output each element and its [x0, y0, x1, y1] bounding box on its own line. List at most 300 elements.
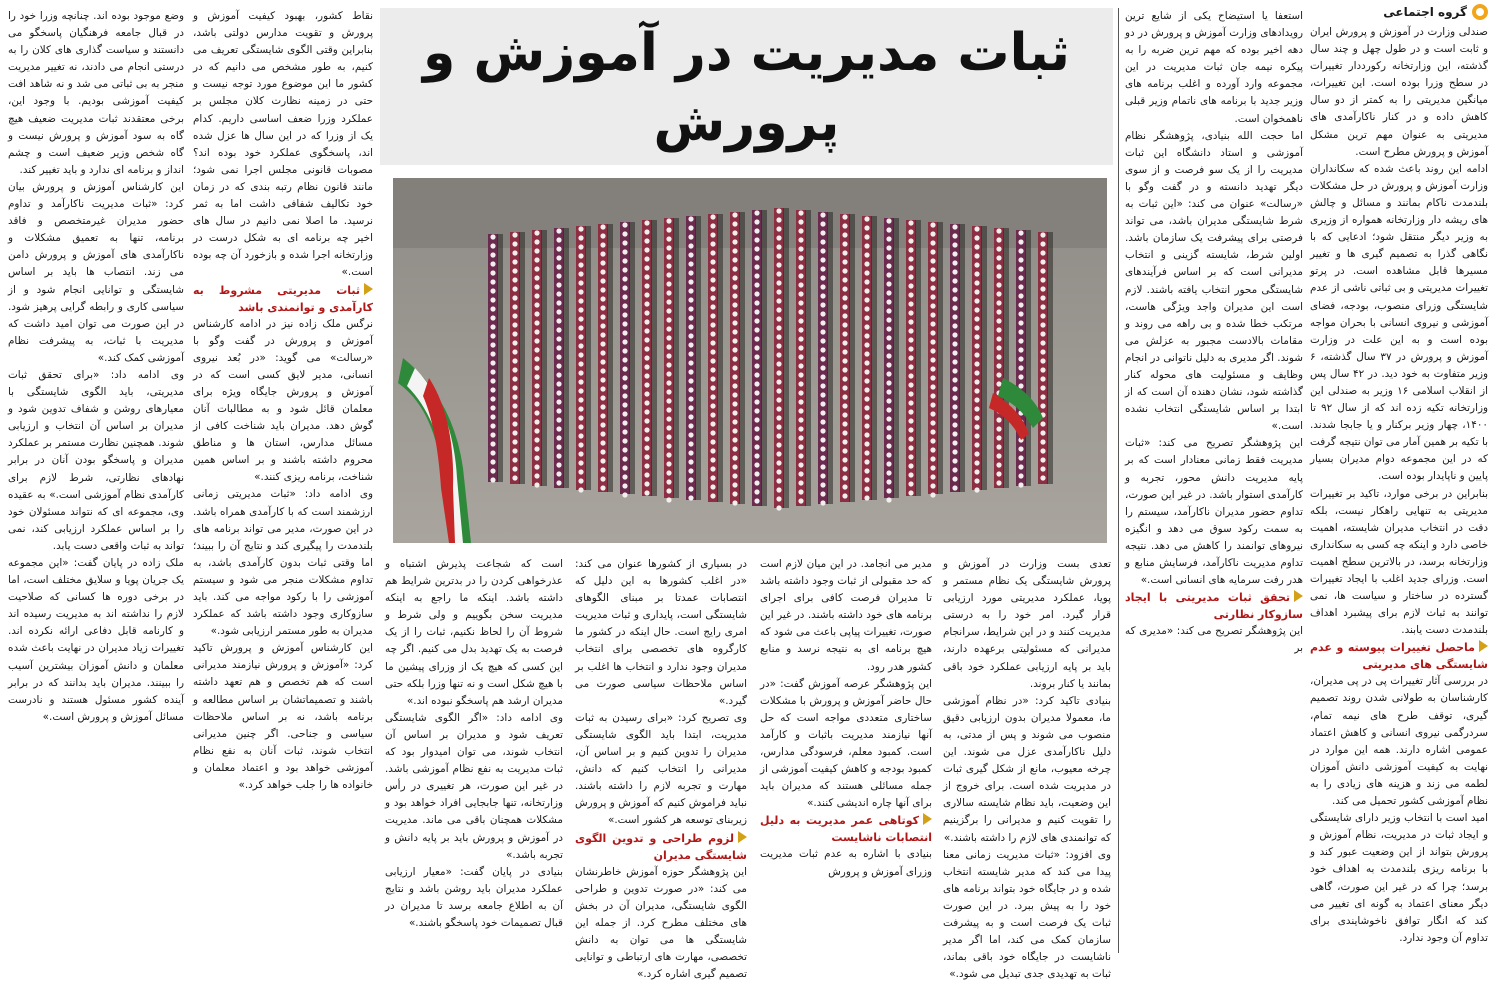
student-head	[732, 248, 737, 253]
student-head	[974, 325, 979, 330]
student-head	[820, 275, 825, 280]
student-head	[644, 373, 649, 378]
student-head	[798, 246, 803, 251]
student-head	[754, 426, 759, 431]
student-head	[930, 447, 935, 452]
student-head	[600, 278, 605, 283]
student-head	[732, 419, 737, 424]
student-head	[732, 311, 737, 316]
student-head	[1040, 277, 1045, 282]
student-row-shadow	[541, 230, 547, 486]
student-head	[820, 311, 825, 316]
student-head	[512, 286, 517, 291]
student-head	[688, 216, 693, 221]
student-head	[644, 436, 649, 441]
student-head	[996, 480, 1001, 485]
student-head	[732, 329, 737, 334]
student-head	[996, 255, 1001, 260]
student-head	[534, 347, 539, 352]
student-head	[754, 435, 759, 440]
student-head	[512, 322, 517, 327]
student-head	[710, 358, 715, 363]
student-head	[886, 272, 891, 277]
student-head	[1040, 295, 1045, 300]
student-head	[490, 459, 495, 464]
student-head	[490, 405, 495, 410]
bullet-triangle-icon	[1479, 640, 1488, 652]
student-head	[974, 334, 979, 339]
student-row-shadow	[1025, 230, 1031, 486]
student-head	[754, 417, 759, 422]
student-head	[754, 390, 759, 395]
student-head	[886, 236, 891, 241]
paragraph: امید است با انتخاب وزیر دارای شایستگی و ایجاد ثبات در مدیریت، نظام آموزش و پرورش بتواند از این وضعیت عبور کند و با برنامه ریزی بلندمدت به اهداف خود برسد؛ چرا که در غیر این صورت، گاهی دیگر معنای اعتماد به گونه ای تغییر می کند که انگار توافق ناخوشایندی برای تداوم آن وجود ندارد.	[1310, 810, 1488, 947]
student-head	[710, 286, 715, 291]
student-head	[556, 264, 561, 269]
student-head	[798, 219, 803, 224]
student-head	[996, 237, 1001, 242]
student-head	[996, 228, 1001, 233]
student-head	[1040, 322, 1045, 327]
student-head	[930, 384, 935, 389]
student-head	[644, 454, 649, 459]
student-head	[1040, 340, 1045, 345]
student-head	[864, 378, 869, 383]
student-head	[622, 276, 627, 281]
student-head	[688, 486, 693, 491]
student-head	[952, 332, 957, 337]
student-head	[622, 447, 627, 452]
student-head	[578, 478, 583, 483]
student-head	[622, 420, 627, 425]
student-head	[1018, 383, 1023, 388]
student-head	[820, 437, 825, 442]
student-head	[578, 352, 583, 357]
student-head	[622, 339, 627, 344]
student-head	[776, 271, 781, 276]
student-head	[886, 407, 891, 412]
student-head	[732, 230, 737, 235]
student-head	[556, 462, 561, 467]
newspaper-logo-icon	[1472, 4, 1488, 20]
student-head	[644, 265, 649, 270]
student-head	[710, 304, 715, 309]
bullet-triangle-icon	[364, 283, 373, 295]
student-head	[578, 379, 583, 384]
student-head	[622, 258, 627, 263]
student-head	[754, 219, 759, 224]
student-head	[512, 250, 517, 255]
student-head	[820, 212, 825, 217]
student-head	[556, 444, 561, 449]
student-head	[952, 422, 957, 427]
student-row-shadow	[651, 220, 657, 496]
student-head	[1040, 241, 1045, 246]
student-head	[556, 471, 561, 476]
student-head	[842, 358, 847, 363]
student-head	[666, 479, 671, 484]
student-head	[996, 309, 1001, 314]
student-head	[1018, 446, 1023, 451]
student-head	[776, 415, 781, 420]
student-head	[534, 365, 539, 370]
student-head	[996, 435, 1001, 440]
headline-box	[380, 8, 1113, 165]
student-head	[688, 387, 693, 392]
paragraph: وی ادامه داد: «ثبات مدیریتی زمانی ارزشمند است که با کارآمدی همراه باشد. در این صورت، مدیر می تواند برنامه های بلندمدت را پیگیری کند و نتایج آن را ببیند؛ اما وقتی ثبات بدون کارآمدی باشد، به تداوم مشکلات منجر می شود و سیستم آموزشی را با رکود مواجه می کند. باید سازوکاری وجود داشته باشد که عملکرد مدیران به طور مستمر ارزیابی شود.»	[193, 486, 373, 640]
student-head	[732, 401, 737, 406]
paragraph: بنابراین در برخی موارد، تاکید بر تغییرات مدیریتی به تنهایی راهکار نیست، بلکه دقت در انتخاب مدیران شایسته، اهمیت خاصی دارد و اینکه چه کسی به سکانداری وزارتخانه برسد، در بالاترین سطح اهمیت است. وزرای جدید اغلب با ایجاد تغییرات گسترده در ساختار و سیاست ها، نمی توانند به ثبات لازم برای پیشبرد اهداف بلندمدت دست یابند.	[1310, 486, 1488, 640]
student-head	[556, 399, 561, 404]
student-head	[864, 405, 869, 410]
paragraph: وی ادامه داد: «اگر الگوی شایستگی تعریف شود و مدیران بر اساس آن انتخاب شوند، می توان امیدوار بود که ثبات مدیریت به نفع نظام آموزشی باشد. در غیر این صورت، هر تغییری در رأس وزارتخانه، تنها جابجایی افراد خواهد بود و مشکلات همچنان باقی می ماند. مدیریت در آموزش و پرورش باید بر پایه دانش و تجربه باشد.»	[385, 710, 563, 864]
student-head	[908, 328, 913, 333]
student-head	[776, 469, 781, 474]
student-head	[666, 308, 671, 313]
student-head	[710, 223, 715, 228]
student-head	[622, 240, 627, 245]
student-head	[710, 484, 715, 489]
student-head	[600, 341, 605, 346]
student-head	[622, 429, 627, 434]
student-head	[886, 299, 891, 304]
student-head	[732, 392, 737, 397]
student-head	[512, 304, 517, 309]
student-head	[578, 244, 583, 249]
student-head	[600, 224, 605, 229]
student-head	[952, 359, 957, 364]
subheading: تحقق ثبات مدیریتی با ایجاد سازوکار نظارتی	[1125, 589, 1303, 623]
student-head	[798, 345, 803, 350]
student-head	[908, 472, 913, 477]
student-head	[754, 282, 759, 287]
student-head	[930, 339, 935, 344]
student-head	[1040, 475, 1045, 480]
student-head	[556, 435, 561, 440]
student-head	[622, 393, 627, 398]
student-head	[556, 291, 561, 296]
student-head	[1040, 376, 1045, 381]
student-head	[754, 273, 759, 278]
student-head	[1018, 275, 1023, 280]
student-head	[908, 373, 913, 378]
student-head	[1040, 232, 1045, 237]
student-head	[512, 277, 517, 282]
student-head	[512, 475, 517, 480]
student-head	[732, 374, 737, 379]
student-head	[930, 330, 935, 335]
student-head	[996, 246, 1001, 251]
student-head	[886, 434, 891, 439]
student-head	[666, 470, 671, 475]
student-head	[512, 232, 517, 237]
paragraph: تعدی بست وزارت در آموزش و پرورش شایستگی یک نظام مستمر و پویا، عملکرد مدیریتی مورد ارزیابی قرار گیرد. امر خود را به درستی مدیریت کنند و در این شرایط، سرانجام مدیرانی که مسئولیتی برعهده دارند، باید بر پایه ارزیابی عملکرد خود باقی بمانند یا کنار بروند.	[943, 556, 1111, 693]
student-head	[534, 320, 539, 325]
student-head	[534, 392, 539, 397]
student-head	[820, 284, 825, 289]
student-head	[600, 377, 605, 382]
student-head	[578, 397, 583, 402]
student-head	[798, 273, 803, 278]
student-head	[578, 334, 583, 339]
student-head	[1040, 250, 1045, 255]
student-head	[886, 326, 891, 331]
student-head	[798, 291, 803, 296]
student-head	[974, 415, 979, 420]
student-head	[864, 297, 869, 302]
student-head	[710, 412, 715, 417]
paragraph: وی افزود: «ثبات مدیریت زمانی معنا پیدا می کند که مدیر شایسته انتخاب شده و در جایگاه خود بتواند برنامه های خود را به پیش ببرد. در این صورت ثبات یک فرصت است و به پیشرفت سازمان کمک می کند، اما اگر مدیر ناشایست در جایگاه خود باقی بماند، ثبات به تهدیدی جدی تبدیل می شود.»	[943, 847, 1111, 983]
student-head	[534, 455, 539, 460]
student-head	[578, 433, 583, 438]
paragraph: این کارشناس آموزش و پرورش بیان کرد: «ثبات مدیریت ناکارآمد و تداوم حضور مدیران غیرمتخصص و فاقد برنامه، تنها به تعمیق مشکلات و ناکارآمدی های آموزش و پرورش دامن می زند. انتصاب ها باید بر اساس شایستگی و توانایی انجام شود و از سیاسی کاری و رابطه گرایی پرهیز شود. در این صورت می توان امید داشت که مدیریت با ثبات، به پیشرفت نظام آموزشی کمک کند.»	[8, 179, 184, 367]
student-head	[556, 453, 561, 458]
student-head	[776, 460, 781, 465]
student-head	[666, 272, 671, 277]
student-head	[886, 398, 891, 403]
student-head	[776, 442, 781, 447]
student-head	[556, 390, 561, 395]
student-row-shadow	[783, 208, 789, 508]
student-head	[842, 250, 847, 255]
student-head	[864, 333, 869, 338]
student-head	[578, 298, 583, 303]
student-head	[864, 315, 869, 320]
student-head	[820, 410, 825, 415]
student-head	[820, 320, 825, 325]
student-head	[666, 263, 671, 268]
student-head	[666, 326, 671, 331]
student-head	[952, 305, 957, 310]
student-head	[1018, 284, 1023, 289]
student-head	[776, 280, 781, 285]
student-head	[644, 418, 649, 423]
student-head	[600, 431, 605, 436]
student-head	[996, 300, 1001, 305]
student-head	[578, 361, 583, 366]
student-head	[952, 377, 957, 382]
student-head	[710, 367, 715, 372]
student-head	[930, 483, 935, 488]
student-head	[798, 255, 803, 260]
student-head	[534, 473, 539, 478]
student-head	[908, 454, 913, 459]
student-head	[996, 273, 1001, 278]
student-head	[578, 406, 583, 411]
student-head	[974, 253, 979, 258]
student-head	[600, 476, 605, 481]
student-head	[490, 450, 495, 455]
student-head	[864, 261, 869, 266]
student-head	[952, 440, 957, 445]
student-head	[952, 449, 957, 454]
student-head	[908, 274, 913, 279]
student-head	[930, 348, 935, 353]
student-head	[930, 249, 935, 254]
student-head	[534, 266, 539, 271]
student-head	[842, 394, 847, 399]
student-head	[842, 439, 847, 444]
student-head	[842, 223, 847, 228]
student-head	[534, 356, 539, 361]
article-column-b4	[385, 556, 563, 954]
student-row-shadow	[739, 212, 745, 504]
student-head	[732, 365, 737, 370]
student-head	[1018, 302, 1023, 307]
student-head	[556, 300, 561, 305]
student-head	[952, 341, 957, 346]
student-head	[864, 252, 869, 257]
student-head	[534, 275, 539, 280]
student-row-shadow	[871, 216, 877, 500]
student-head	[820, 374, 825, 379]
student-head	[666, 236, 671, 241]
student-head	[600, 287, 605, 292]
student-head	[886, 281, 891, 286]
student-head	[1018, 248, 1023, 253]
student-head	[622, 321, 627, 326]
student-head	[644, 382, 649, 387]
student-head	[974, 307, 979, 312]
student-head	[754, 408, 759, 413]
student-head	[776, 298, 781, 303]
student-head	[710, 466, 715, 471]
student-head	[908, 490, 913, 495]
article-column-b1	[943, 556, 1111, 954]
student-head	[732, 464, 737, 469]
student-head	[952, 233, 957, 238]
student-head	[578, 343, 583, 348]
paragraph: نرگس ملک زاده نیز در ادامه کارشناس آموزش و پرورش در گفت وگو با «رسالت» می گوید: «در بُعد نیروی انسانی، مدیر لایق کسی است که در آموزش و پرورش جایگاه ویژه برای معلمان قائل شود و به مطالبات آنان گوش دهد. مدیران باید شناخت کافی از مسائل مدارس، استان ها و مناطق محروم داشته باشند و بر اساس همین شناخت، برنامه ریزی کنند.»	[193, 316, 373, 487]
student-head	[798, 480, 803, 485]
student-head	[820, 455, 825, 460]
student-head	[754, 480, 759, 485]
student-head	[930, 321, 935, 326]
student-head	[534, 302, 539, 307]
student-head	[512, 466, 517, 471]
student-head	[842, 412, 847, 417]
student-head	[534, 311, 539, 316]
student-head	[710, 322, 715, 327]
student-head	[1018, 293, 1023, 298]
student-head	[732, 455, 737, 460]
student-head	[578, 442, 583, 447]
student-head	[490, 432, 495, 437]
student-head	[908, 436, 913, 441]
student-head	[578, 469, 583, 474]
student-head	[798, 309, 803, 314]
student-head	[820, 428, 825, 433]
subheading: کوتاهی عمر مدیریت به دلیل انتصابات ناشایست	[760, 812, 932, 846]
student-head	[622, 492, 627, 497]
student-head	[688, 369, 693, 374]
student-head	[666, 299, 671, 304]
student-head	[952, 269, 957, 274]
student-head	[622, 474, 627, 479]
student-head	[930, 429, 935, 434]
student-head	[776, 388, 781, 393]
student-head	[556, 273, 561, 278]
student-head	[710, 430, 715, 435]
student-head	[930, 231, 935, 236]
student-head	[930, 375, 935, 380]
student-head	[908, 418, 913, 423]
student-head	[908, 445, 913, 450]
student-head	[996, 318, 1001, 323]
student-head	[820, 257, 825, 262]
student-head	[1040, 421, 1045, 426]
student-row	[686, 216, 696, 500]
student-head	[798, 426, 803, 431]
student-head	[710, 394, 715, 399]
paragraph: نقاط کشور، بهبود کیفیت آموزش و پرورش و تقویت مدارس دولتی باشد، بنابراین وقتی الگوی شایستگی تعریف می کنیم، به طور مشخص می دانیم که در کشور ما این موضوع مورد توجه نیست و حتی در زمینه نظارت کلان مجلس بر عملکرد وزرا ضعف اساسی داریم. کدام یک از وزرا که در این سال ها عزل شده اند، پاسخگوی عملکرد خود بوده اند؟ مصوبات قانونی مجلس اجرا نمی شود؛ مانند قانون نظام رتبه بندی که در زمان خود تکالیف شفافی داشت اما به ثمر نرسید. ما اصلا نمی دانیم در سال های اخیر چه برنامه ای به شکل درست در وزارتخانه اجرا شده و بازخورد آن چه بوده است.»	[193, 8, 373, 282]
student-head	[820, 356, 825, 361]
student-row-shadow	[1003, 228, 1009, 488]
student-head	[666, 290, 671, 295]
student-head	[930, 357, 935, 362]
student-head	[490, 423, 495, 428]
student-head	[820, 464, 825, 469]
student-head	[842, 322, 847, 327]
student-head	[886, 452, 891, 457]
student-head	[820, 293, 825, 298]
student-head	[886, 371, 891, 376]
student-head	[490, 234, 495, 239]
student-head	[644, 283, 649, 288]
paragraph: این پژوهشگر عرصه آموزش گفت: «در حال حاضر آموزش و پرورش با مشکلات ساختاری متعددی مواجه است که حل آنها نیازمند مدیریت باثبات و کارآمد است. کمبود معلم، فرسودگی مدارس، کمبود بودجه و کاهش کیفیت آموزشی از جمله مسائلی هستند که مدیران باید برای آنها چاره اندیشی کنند.»	[760, 676, 932, 813]
student-head	[688, 315, 693, 320]
student-head	[512, 385, 517, 390]
student-head	[908, 265, 913, 270]
student-head	[776, 397, 781, 402]
student-head	[864, 342, 869, 347]
student-head	[776, 433, 781, 438]
student-head	[666, 362, 671, 367]
student-head	[534, 410, 539, 415]
student-head	[732, 428, 737, 433]
student-head	[952, 467, 957, 472]
student-head	[776, 316, 781, 321]
student-head	[666, 245, 671, 250]
student-head	[1040, 304, 1045, 309]
student-head	[666, 425, 671, 430]
student-row-shadow	[1047, 232, 1053, 484]
student-head	[996, 282, 1001, 287]
student-head	[644, 409, 649, 414]
student-head	[974, 388, 979, 393]
student-head	[688, 333, 693, 338]
student-head	[754, 453, 759, 458]
student-head	[710, 349, 715, 354]
student-head	[754, 462, 759, 467]
student-head	[644, 400, 649, 405]
student-head	[666, 353, 671, 358]
student-head	[776, 424, 781, 429]
student-head	[996, 354, 1001, 359]
student-head	[842, 232, 847, 237]
student-head	[820, 473, 825, 478]
student-head	[622, 465, 627, 470]
student-head	[930, 294, 935, 299]
student-head	[842, 403, 847, 408]
student-head	[754, 246, 759, 251]
student-head	[776, 361, 781, 366]
bullet-triangle-icon	[738, 831, 747, 843]
student-head	[886, 335, 891, 340]
student-head	[864, 450, 869, 455]
student-head	[622, 357, 627, 362]
student-head	[600, 332, 605, 337]
